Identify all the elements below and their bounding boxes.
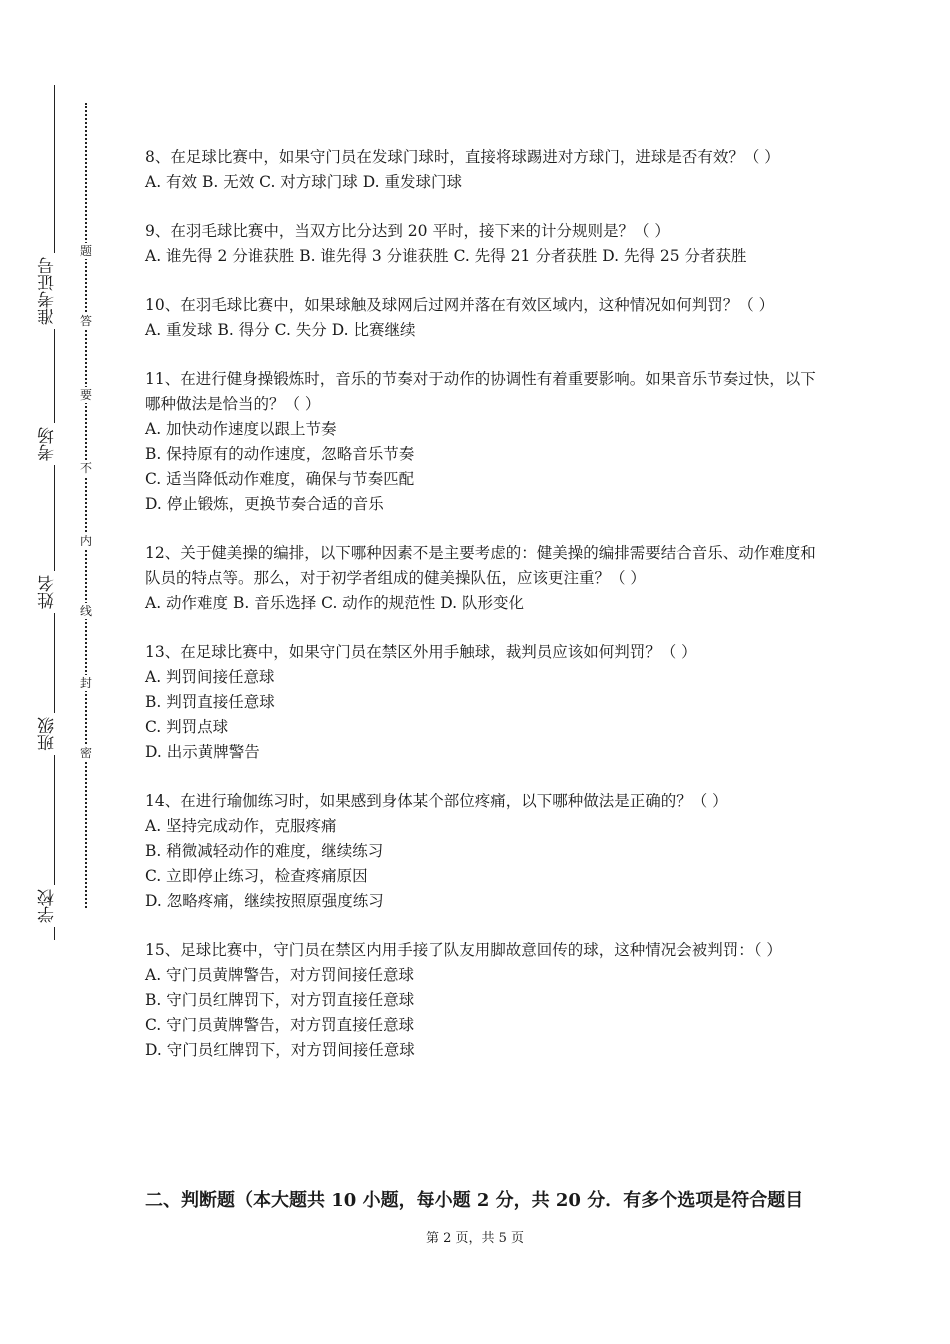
option-d: D. 守门员红牌罚下，对方罚间接任意球 — [145, 1041, 415, 1059]
question-stem: 10、在羽毛球比赛中，如果球触及球网后过网并落在有效区域内，这种情况如何判罚？（ ） — [145, 296, 775, 314]
question-12 — [145, 541, 825, 616]
option-b: B. 稍微减轻动作的难度，继续练习 — [145, 842, 384, 860]
question-options: A. 动作难度 B. 音乐选择 C. 动作的规范性 D. 队形变化 — [145, 594, 524, 612]
option-a: A. 守门员黄牌警告，对方罚间接任意球 — [145, 966, 415, 984]
option-d: D. 出示黄牌警告 — [145, 743, 260, 761]
question-stem: 14、在进行瑜伽练习时，如果感到身体某个部位疼痛，以下哪种做法是正确的？（ ） — [145, 792, 728, 810]
question-11 — [145, 367, 825, 517]
question-8 — [145, 145, 825, 195]
option-c: C. 立即停止练习，检查疼痛原因 — [145, 867, 368, 885]
field-class-label: 班级 — [40, 713, 57, 755]
page-footer: 第 2 页，共 5 页 — [425, 1231, 525, 1246]
binding-margin — [18, 85, 92, 945]
question-stem: 8、在足球比赛中，如果守门员在发球门球时，直接将球踢进对方球门，进球是否有效？（ ） — [145, 148, 780, 166]
question-9 — [145, 219, 825, 269]
seal-char: 答 — [79, 314, 92, 328]
option-d: D. 停止锻炼，更换节奏合适的音乐 — [145, 495, 384, 513]
option-d: D. 忽略疼痛，继续按照原强度练习 — [145, 892, 384, 910]
question-options: A. 有效 B. 无效 C. 对方球门球 D. 重发球门球 — [145, 173, 462, 191]
seal-dotted-line — [85, 103, 87, 908]
field-exam-number-label: 准考证号 — [40, 253, 57, 329]
question-options: A. 重发球 B. 得分 C. 失分 D. 比赛继续 — [145, 321, 416, 339]
question-stem: 11、在进行健身操锻炼时，音乐的节奏对于动作的协调性有着重要影响。如果音乐节奏过快，以下哪种做法是恰当的？（ ） — [145, 370, 816, 413]
question-options: A. 谁先得 2 分谁获胜 B. 谁先得 3 分谁获胜 C. 先得 21 分者获胜 D. 先得 25 分者获胜 — [145, 247, 747, 265]
section-heading: 二、判断题（本大题共 10 小题，每小题 2 分，共 20 分．有多个选项是符合题目 — [145, 1190, 804, 1211]
question-stem: 9、在羽毛球比赛中，当双方比分达到 20 平时，接下来的计分规则是？（ ） — [145, 222, 670, 240]
option-c: C. 适当降低动作难度，确保与节奏匹配 — [145, 470, 415, 488]
question-14 — [145, 789, 825, 914]
option-c: C. 判罚点球 — [145, 718, 229, 736]
option-a: A. 加快动作速度以跟上节奏 — [145, 420, 337, 438]
seal-char: 密 — [79, 746, 92, 760]
question-13 — [145, 640, 825, 765]
field-school-label: 学校 — [40, 885, 57, 927]
seal-char: 内 — [79, 534, 92, 548]
option-b: B. 判罚直接任意球 — [145, 693, 275, 711]
field-exam-room-label: 考场 — [40, 423, 57, 465]
option-a: A. 坚持完成动作，克服疼痛 — [145, 817, 337, 835]
question-stem: 13、在足球比赛中，如果守门员在禁区外用手触球，裁判员应该如何判罚？（ ） — [145, 643, 697, 661]
question-list — [145, 145, 825, 1087]
seal-char: 要 — [79, 388, 92, 402]
question-10 — [145, 293, 825, 343]
seal-char: 线 — [79, 604, 92, 618]
option-a: A. 判罚间接任意球 — [145, 668, 275, 686]
seal-char: 不 — [79, 461, 92, 475]
seal-char: 题 — [79, 244, 92, 258]
option-c: C. 守门员黄牌警告，对方罚直接任意球 — [145, 1016, 415, 1034]
question-stem: 12、关于健美操的编排，以下哪种因素不是主要考虑的：健美操的编排需要结合音乐、动作难度和队员的特点等。那么，对于初学者组成的健美操队伍，应该更注重？（ ） — [145, 544, 816, 587]
question-15 — [145, 938, 825, 1063]
option-b: B. 保持原有的动作速度，忽略音乐节奏 — [145, 445, 415, 463]
field-name-label: 姓名 — [40, 571, 57, 613]
seal-char: 封 — [79, 676, 92, 690]
question-stem: 15、足球比赛中，守门员在禁区内用手接了队友用脚故意回传的球，这种情况会被判罚：（ ） — [145, 941, 782, 959]
option-b: B. 守门员红牌罚下，对方罚直接任意球 — [145, 991, 415, 1009]
binding-solid-line — [54, 85, 55, 940]
